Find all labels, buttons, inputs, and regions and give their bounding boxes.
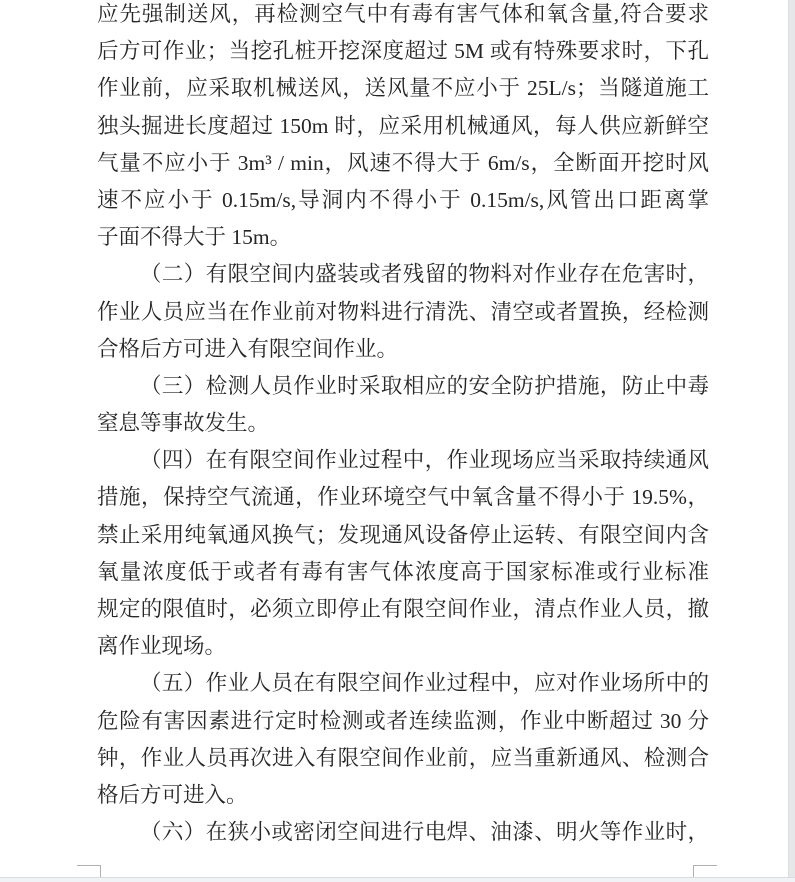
text-line: 离作业现场。 (97, 634, 227, 659)
text-line: 后方可作业；当挖孔桩开挖深度超过 5M 或有特殊要求时，下孔 (97, 39, 709, 64)
text-line: 速不应小于 0.15m/s,导洞内不得小于 0.15m/s,风管出口距离掌 (97, 187, 709, 212)
text-line: 氧量浓度低于或者有毒有害气体浓度高于国家标准或行业标准 (97, 559, 709, 584)
text-line: 合格后方可进入有限空间作业。 (97, 336, 399, 361)
page-gap-strip (0, 877, 795, 882)
text-line: 应先强制送风，再检测空气中有毒有害气体和氧含量,符合要求 (97, 2, 709, 26)
text-line: 子面不得大于 15m。 (97, 225, 292, 250)
text-line: 措施，保持空气流通，作业环境空气中氧含量不得小于 19.5%， (97, 485, 709, 510)
text-line: （四）在有限空间作业过程中，作业现场应当采取持续通风 (140, 448, 709, 473)
text-line: 作业前，应采取机械送风，送风量不应小于 25L/s；当隧道施工 (97, 76, 709, 101)
right-page-edge (788, 0, 795, 877)
document-text (97, 0, 709, 851)
text-line: （五）作业人员在有限空间作业过程中，应对作业场所中的 (140, 671, 709, 696)
text-line: 格后方可进入。 (97, 782, 248, 807)
text-line: （六）在狭小或密闭空间进行电焊、油漆、明火等作业时， (140, 820, 709, 845)
text-line: 禁止采用纯氧通风换气；发现通风设备停止运转、有限空间内含 (97, 522, 709, 547)
text-line: 独头掘进长度超过 150m 时，应采用机械通风，每人供应新鲜空 (97, 113, 709, 138)
text-line: 规定的限值时，必须立即停止有限空间作业，清点作业人员，撤 (97, 597, 709, 621)
text-line: 作业人员应当在作业前对物料进行清洗、清空或者置换，经检测 (97, 299, 709, 324)
text-line: 气量不应小于 3m³ / min，风速不得大于 6m/s，全断面开挖时风 (97, 150, 709, 175)
text-line: （二）有限空间内盛装或者残留的物料对作业存在危害时， (140, 262, 709, 287)
text-line: （三）检测人员作业时采取相应的安全防护措施，防止中毒 (140, 373, 709, 398)
text-line: 危险有害因素进行定时检测或者连续监测，作业中断超过 30 分 (97, 708, 709, 733)
text-line: 钟，作业人员再次进入有限空间作业前，应当重新通风、检测合 (97, 745, 709, 770)
text-line: 窒息等事故发生。 (97, 411, 270, 436)
